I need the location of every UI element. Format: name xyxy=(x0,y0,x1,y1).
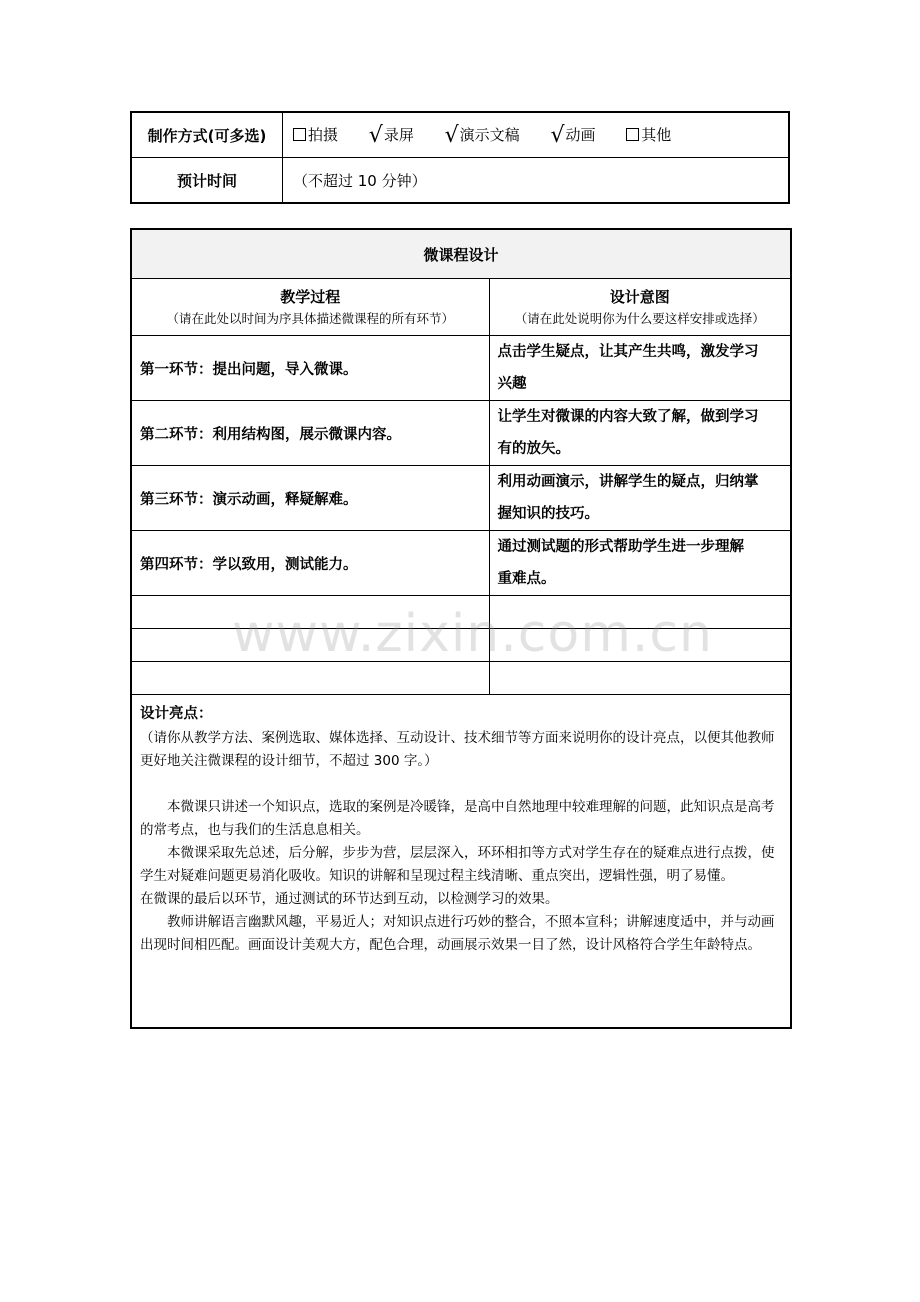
table-row xyxy=(131,531,791,596)
step-cell: 第四环节：学以致用，测试能力。 xyxy=(131,531,489,596)
teaching-process-hint: （请在此处以时间为序具体描述微课程的所有环节） xyxy=(166,311,454,326)
highlight-paragraph: 在微课的最后以环节，通过测试的环节达到互动，以检测学习的效果。 xyxy=(140,891,559,907)
empty-cell xyxy=(131,629,489,662)
design-table-title: 微课程设计 xyxy=(131,229,791,279)
empty-cell xyxy=(489,596,791,629)
empty-row xyxy=(131,596,791,629)
design-intent-header xyxy=(489,279,791,336)
watermark: www.zixin.com.cn xyxy=(232,604,713,664)
step-cell: 第二环节：利用结构图，展示微课内容。 xyxy=(131,401,489,466)
estimated-time-label: 预计时间 xyxy=(131,158,283,204)
estimated-time-value: （不超过 10 分钟） xyxy=(283,158,790,204)
unchecked-box-icon xyxy=(293,128,306,141)
checkmark-icon: √ xyxy=(550,122,565,148)
option-slides: √演示文稿 xyxy=(444,122,520,148)
production-method-label: 制作方式(可多选) xyxy=(131,112,283,158)
intent-cell: 利用动画演示，讲解学生的疑点，归纳掌 握知识的技巧。 xyxy=(489,466,791,531)
checkmark-icon: √ xyxy=(444,122,459,148)
step-cell: 第一环节：提出问题，导入微课。 xyxy=(131,336,489,401)
teaching-process-title: 教学过程 xyxy=(280,288,341,306)
design-intent-title: 设计意图 xyxy=(609,288,670,306)
unchecked-box-icon xyxy=(626,128,639,141)
option-animation: √动画 xyxy=(550,122,596,148)
checkmark-icon: √ xyxy=(368,122,383,148)
empty-row xyxy=(131,662,791,695)
estimated-time-row xyxy=(131,158,789,204)
option-other: 其他 xyxy=(626,124,671,145)
production-method-options xyxy=(283,112,790,158)
design-highlights-instructions: （请你从教学方法、案例选取、媒体选择、互动设计、技术细节等方面来说明你的设计亮点，以便其他教师更好地关注微课程的设计细节，不超过 300 字。） xyxy=(140,730,775,769)
design-highlights-title: 设计亮点： xyxy=(140,706,213,722)
intent-cell: 让学生对微课的内容大致了解，做到学习 有的放矢。 xyxy=(489,401,791,466)
teaching-process-header xyxy=(131,279,489,336)
empty-cell xyxy=(131,596,489,629)
empty-cell xyxy=(489,629,791,662)
highlight-paragraph: 本微课只讲述一个知识点，选取的案例是冷暖锋，是高中自然地理中较难理解的问题，此知识点是高考的常考点，也与我们的生活息息相关。 xyxy=(140,799,775,838)
production-method-row xyxy=(131,112,789,158)
empty-cell xyxy=(489,662,791,695)
highlight-paragraph: 教师讲解语言幽默风趣，平易近人；对知识点进行巧妙的整合，不照本宣科；讲解速度适中，并与动画出现时间相匹配。画面设计美观大方，配色合理，动画展示效果一目了然，设计风格符合学生年龄特点。 xyxy=(140,914,775,953)
highlight-paragraph: 本微课采取先总述，后分解，步步为营，层层深入，环环相扣等方式对学生存在的疑难点进行点拨，使学生对疑难问题更易消化吸收。知识的讲解和呈现过程主线清晰、重点突出，逻辑性强，明了易懂。 xyxy=(140,845,775,884)
option-shooting: 拍摄 xyxy=(293,124,338,145)
option-screen-recording: √录屏 xyxy=(368,122,414,148)
intent-cell: 点击学生疑点，让其产生共鸣，激发学习 兴趣 xyxy=(489,336,791,401)
design-highlights-cell xyxy=(131,695,791,1029)
design-intent-hint: （请在此处说明你为什么要这样安排或选择） xyxy=(514,311,765,326)
table-row xyxy=(131,466,791,531)
table-row xyxy=(131,336,791,401)
step-cell: 第三环节：演示动画，释疑解难。 xyxy=(131,466,489,531)
empty-row xyxy=(131,629,791,662)
production-info-table xyxy=(130,111,790,204)
table-row xyxy=(131,401,791,466)
intent-cell: 通过测试题的形式帮助学生进一步理解 重难点。 xyxy=(489,531,791,596)
empty-cell xyxy=(131,662,489,695)
micro-course-design-table xyxy=(130,228,792,1029)
